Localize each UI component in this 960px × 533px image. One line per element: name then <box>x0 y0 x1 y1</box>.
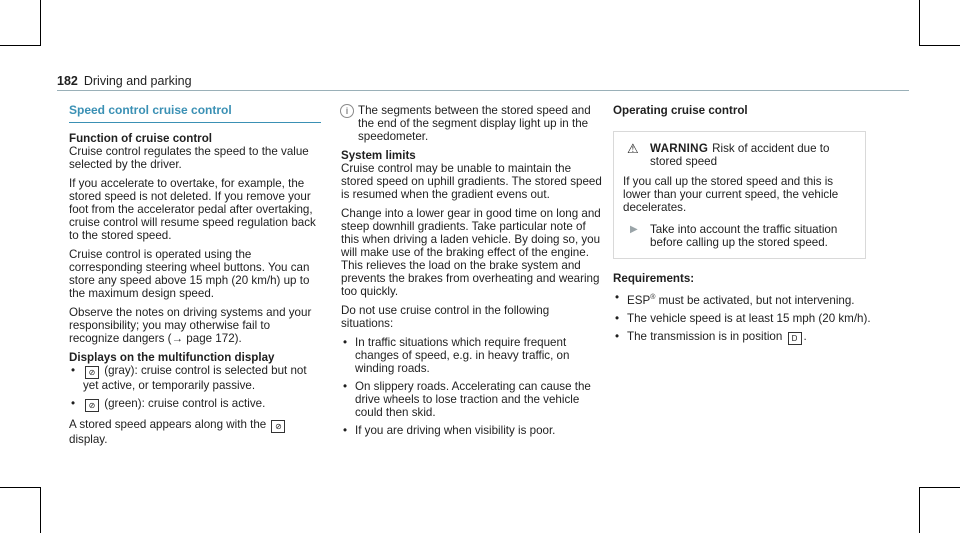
situation-list <box>341 336 603 437</box>
column-3 <box>613 104 875 351</box>
column-1 <box>69 104 319 452</box>
paragraph: Cruise control is operated using the corresponding steering wheel buttons. You can store any speed above 15 mph (20 km/h) up to the maximum design speed. <box>69 248 310 300</box>
list-item-text: (gray): cruise control is selected but not yet active, or temporarily passive. <box>83 364 307 392</box>
crop-mark <box>40 487 41 533</box>
warning-triangle-icon: ⚠ <box>627 141 639 156</box>
crop-mark <box>0 487 41 488</box>
header-divider <box>57 90 909 91</box>
warning-label: WARNING <box>650 142 709 155</box>
crop-mark <box>0 45 41 46</box>
list-item <box>613 291 875 307</box>
requirements-list <box>613 291 875 345</box>
page-header <box>57 74 192 88</box>
warning-header <box>622 142 857 168</box>
arrow-icon: → <box>171 332 184 345</box>
display-list <box>69 364 319 412</box>
list-item <box>69 364 319 392</box>
list-item <box>613 330 875 345</box>
operating-heading: Operating cruise control <box>613 104 748 117</box>
paragraph <box>69 306 319 345</box>
warning-action <box>622 223 857 249</box>
warning-body: If you call up the stored speed and this is lower than your current speed, the vehicle decelerates. <box>623 175 839 214</box>
page-reference-link[interactable] <box>171 332 241 345</box>
crop-mark <box>919 45 960 46</box>
system-limits-heading: System limits <box>341 149 416 162</box>
info-icon: i <box>340 104 354 118</box>
cruise-control-icon: ⊘ <box>85 366 99 379</box>
warning-action-text: Take into account the traffic situation before calling up the stored speed. <box>650 223 838 249</box>
function-heading: Function of cruise control <box>69 132 212 145</box>
list-item: • On slippery roads. Accelerating can cause the drive wheels to lose traction and the vehicle could then skid. <box>341 380 603 419</box>
list-item-text: (green): cruise control is active. <box>104 397 266 410</box>
text: must be activated, but not intervening. <box>655 293 855 307</box>
section-title: Driving and parking <box>83 74 192 88</box>
paragraph: If you accelerate to overtake, for example, the stored speed is not deleted. If you remove your foot from the accelerator pedal after overtaking, cruise control will resume speed regulation back to the stored speed. <box>69 177 316 242</box>
warning-box <box>613 131 866 259</box>
note-text: The segments between the stored speed and the end of the segment display light up in the speedometer. <box>358 104 591 143</box>
paragraph <box>69 418 319 446</box>
column-2 <box>341 104 603 443</box>
paragraph: Cruise control may be unable to maintain the stored speed on uphill gradients. The stored speed is resumed when the gradient evens out. <box>341 162 602 201</box>
warning-title: Risk of accident due to stored speed <box>650 142 830 168</box>
text: Observe the notes on driving systems and your responsibility; you may otherwise fail to recognize dangers ( <box>69 306 312 345</box>
text: A stored speed appears along with the <box>69 418 267 431</box>
action-arrow-icon: ▶ <box>630 224 638 235</box>
registered-mark: ® <box>650 294 656 301</box>
text: . <box>803 329 807 343</box>
paragraph: Change into a lower gear in good time on long and steep downhill gradients. Take particular note of this when driving a laden vehicle. By doing so, you will make use of the braking effect of the engine. This relieves the load on the brake system and prevents the brakes from overheating and wearing too quickly. <box>341 207 601 298</box>
text: ESP <box>627 293 651 307</box>
page-number: 182 <box>57 74 78 88</box>
cruise-control-icon: ⊘ <box>85 399 99 412</box>
crop-mark <box>919 487 960 488</box>
cruise-control-icon: ⊘ <box>271 420 285 433</box>
displays-heading: Displays on the multifunction display <box>69 351 275 364</box>
crop-mark <box>919 0 920 46</box>
text: display. <box>69 433 108 446</box>
section-heading: Speed control cruise control <box>69 104 321 123</box>
info-note <box>341 104 603 143</box>
list-item: • If you are driving when visibility is poor. <box>341 424 603 437</box>
crop-mark <box>919 487 920 533</box>
gear-d-icon: D <box>788 332 802 345</box>
crop-mark <box>40 0 41 46</box>
text: The transmission is in position <box>627 329 783 343</box>
page-ref-text: page 172). <box>183 332 242 345</box>
list-item <box>69 397 319 412</box>
requirements-heading: Requirements: <box>613 272 695 285</box>
paragraph: Cruise control regulates the speed to the value selected by the driver. <box>69 145 309 171</box>
list-item: • The vehicle speed is at least 15 mph (20 km/h). <box>613 312 875 325</box>
list-item: • In traffic situations which require frequent changes of speed, e.g. in heavy traffic, on winding roads. <box>341 336 603 375</box>
paragraph: Do not use cruise control in the following situations: <box>341 304 550 330</box>
